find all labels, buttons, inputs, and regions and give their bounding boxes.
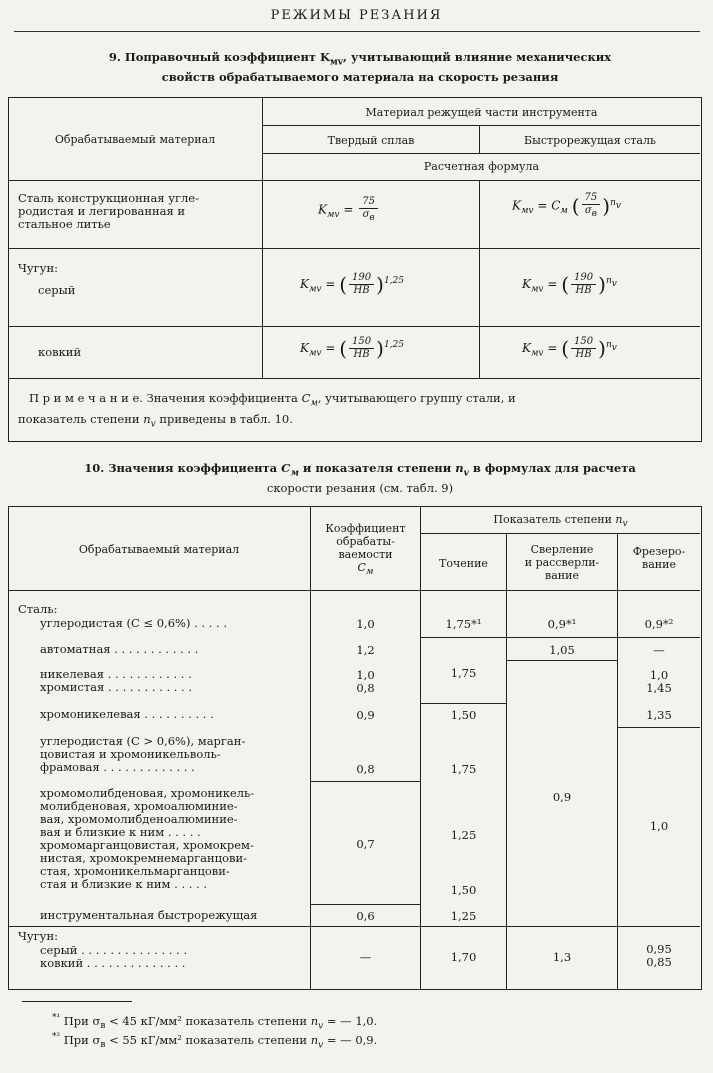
t10-mill-r1: 0,9*² — [644, 617, 674, 631]
t10-cm-r5: 0,9 — [356, 708, 375, 722]
t10-turn-r6: 1,75 — [450, 762, 477, 776]
t9-row-iron: Чугун: — [18, 261, 58, 275]
t10-cm-r7: 0,7 — [356, 837, 375, 851]
footnote-1: $^{*^1}$ При $\sigma_в < 45$ кГ/мм² показатель степени $n_v$ = — 1,0. — [52, 1013, 378, 1032]
t10-col-coeff: Коэффициент обрабаты- ваемости $C_м$ — [325, 522, 406, 578]
t10-cm-iron: — — [359, 950, 372, 964]
t10-row-nickel: никелевая . . . . . . . . . . . . — [40, 667, 192, 681]
t10-col-turning: Точение — [439, 557, 488, 570]
t10-mill-r10: 0,85 — [646, 955, 672, 969]
t9-hline-5 — [9, 326, 700, 327]
t10-hl-drill-1 — [507, 660, 617, 661]
t10-row-iron-gray: серый . . . . . . . . . . . . . . . — [40, 943, 188, 957]
t10-turn-r34: 1,75 — [450, 666, 477, 680]
t10-row-chromium: хромистая . . . . . . . . . . . . — [40, 680, 193, 694]
t10-cm-r4: 0,8 — [356, 681, 375, 695]
t9-col-hard-alloy: Твердый сплав — [327, 134, 415, 147]
t10-turn-r5: 1,50 — [450, 708, 477, 722]
t10-row-carbon-low: углеродистая (C ≤ 0,6%) . . . . . — [40, 616, 227, 630]
t9-hline-1 — [263, 125, 700, 126]
t9-formula-gray-hard: $K_{мv}$ = ( $\frac{190}{HB}$ )$^{1,25}$ — [300, 272, 404, 297]
t10-hline-hdr1 — [421, 533, 700, 534]
t9-hline-2 — [263, 153, 700, 154]
t9-hline-3 — [9, 180, 700, 181]
t10-drill-r2: 1,05 — [549, 643, 575, 657]
t9-col-formula: Расчетная формула — [423, 160, 540, 173]
t10-cm-r2: 1,2 — [356, 643, 375, 657]
t10-col-drilling: Сверление и рассверли- вание — [524, 543, 600, 582]
t9-formula-steel-hss: $K_{мv} = C_м$ ( $\frac{75}{\sigma_в}$ )$^{n_v}$ — [512, 192, 621, 219]
t9-col-hss: Быстрорежущая сталь — [524, 134, 656, 147]
t10-cm-r3: 1,0 — [356, 668, 375, 682]
t10-row-tool-hss: инструментальная быстрорежущая — [40, 908, 258, 922]
page-header: РЕЖИМЫ РЕЗАНИЯ — [270, 8, 443, 23]
t10-hl-mill-1 — [618, 727, 700, 728]
t10-mill-r2: — — [653, 643, 665, 657]
t9-row-steel: Сталь конструкционная угле- родистая и легированная и стальное литье — [18, 191, 200, 231]
footnote-rule — [22, 1001, 132, 1002]
t10-cm-r1: 1,0 — [356, 617, 375, 631]
footnote-2: $^{*^2}$ При $\sigma_в < 55$ кГ/мм² показатель степени $n_v$ = — 0,9. — [52, 1032, 378, 1051]
t10-mill-r3: 1,0 — [649, 668, 669, 682]
t9-hline-4 — [9, 248, 700, 249]
t10-hl-mill-0 — [618, 637, 700, 638]
t10-hl-cm-2 — [311, 904, 420, 905]
t9-hline-6 — [9, 378, 700, 379]
t10-turn-r7b: 1,50 — [450, 883, 477, 897]
t10-col-material: Обрабатываемый материал — [78, 543, 240, 556]
t9-row-gray: серый — [38, 283, 76, 297]
t10-vline-3 — [506, 534, 507, 989]
t10-turn-iron: 1,70 — [450, 950, 477, 964]
t10-hl-iron — [9, 926, 700, 927]
t10-row-iron-malleable: ковкий . . . . . . . . . . . . . . — [40, 956, 186, 970]
table10-title: 10. Значения коэффициента $C_м$ и показателя степени $n_v$ в формулах для расчета скорости резания (см. табл. 9) — [84, 461, 636, 496]
t10-drill-mid: 0,9 — [552, 790, 572, 804]
table9-title: 9. Поправочный коэффициент $K_{мv}$, учитывающий влияние механических свойств обрабатываемого материала на скорость резания — [108, 50, 612, 85]
t9-col-tool-material: Материал режущей части инструмента — [365, 106, 598, 119]
t10-mill-r7: 1,0 — [649, 819, 669, 833]
t10-turn-r7a: 1,25 — [450, 828, 477, 842]
t9-col-material: Обрабатываемый материал — [54, 133, 216, 146]
t10-row-alloy-groups: хромомолибденовая, хромоникель- молибденовая, хромоалюминие- вая, хромомолибденоалюминие- вая и близкие к ним . . . . . хромомарганцовистая, хромокрем- нистая, хромокремнемарганцови- стая, хромоникельмарганцови- стая и близкие к ним . . . . . — [40, 786, 255, 891]
t9-formula-malleable-hss: $K_{мv}$ = ( $\frac{150}{HB}$ )$^{n_v}$ — [522, 336, 617, 361]
t9-formula-gray-hss: $K_{мv}$ = ( $\frac{190}{HB}$ )$^{n_v}$ — [522, 272, 617, 297]
t9-note: П р и м е ч а н и е. Значения коэффициента $C_м$, учитывающего группу стали, и показатель степени $n_v$ приведены в табл. 10. — [18, 391, 516, 430]
t10-mill-r5: 1,35 — [646, 708, 672, 722]
t10-row-chrome-nickel: хромоникелевая . . . . . . . . . . — [40, 707, 214, 721]
t10-cm-r8: 0,6 — [356, 909, 375, 923]
t10-vline-4 — [617, 534, 618, 989]
t10-drill-iron: 1,3 — [552, 950, 572, 964]
t10-mill-r9: 0,95 — [646, 942, 672, 956]
t10-drill-r1: 0,9*¹ — [547, 617, 577, 631]
t10-hl-cm-1 — [311, 781, 420, 782]
t10-group-steel: Сталь: — [18, 602, 58, 616]
t10-group-iron: Чугун: — [18, 929, 58, 943]
t10-turn-r1: 1,75*¹ — [445, 617, 482, 631]
t9-formula-steel-hard: $K_{мv}$ = $\frac{75}{\sigma_в}$ — [318, 196, 380, 224]
t10-col-milling: Фрезеро- вание — [632, 545, 686, 571]
header-rule — [14, 31, 700, 32]
t10-cm-r6: 0,8 — [356, 762, 375, 776]
t10-turn-r8: 1,25 — [450, 909, 477, 923]
t10-hl-drill-0 — [507, 637, 617, 638]
t10-col-exponent: Показатель степени $n_v$ — [493, 513, 628, 530]
t9-row-malleable: ковкий — [38, 345, 82, 359]
t10-hl-turn-1 — [421, 637, 506, 638]
t9-formula-malleable-hard: $K_{мv}$ = ( $\frac{150}{HB}$ )$^{1,25}$ — [300, 336, 404, 361]
t10-mill-r4: 1,45 — [646, 681, 672, 695]
t10-row-carbon-high: углеродистая (C > 0,6%), марган- цовистая и хромоникельволь- фрамовая . . . . . . . . . . . . . — [40, 734, 246, 774]
t9-vline-2b — [479, 180, 480, 378]
t10-hl-turn-2 — [421, 703, 506, 704]
t10-row-free-cutting: автоматная . . . . . . . . . . . . — [40, 642, 199, 656]
t10-hline-hdr2 — [9, 590, 700, 591]
